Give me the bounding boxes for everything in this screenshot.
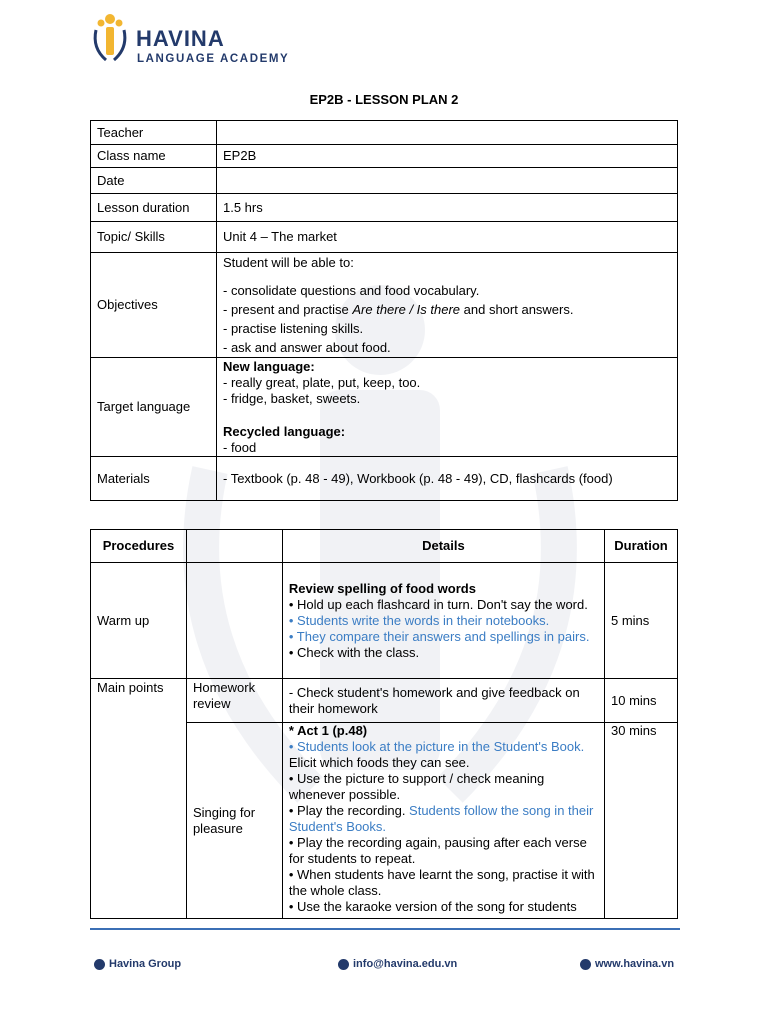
havina-logo-icon	[90, 12, 130, 68]
globe-icon	[580, 959, 591, 970]
empty-header	[186, 530, 282, 563]
facebook-label: Havina Group	[109, 958, 182, 970]
objective-3: - practise listening skills.	[223, 321, 364, 336]
singing-details	[282, 723, 604, 919]
main-points-cont	[91, 723, 187, 919]
new-language-1: - really great, plate, put, keep, too.	[223, 374, 421, 390]
singing-step-4: • Play the recording again, pausing after each verse for students to repeat.	[288, 835, 587, 866]
singing-sub: Singing for pleasure	[186, 723, 282, 919]
materials-label: Materials	[91, 457, 217, 501]
date-value	[217, 168, 678, 194]
new-language-2: - fridge, basket, sweets.	[223, 390, 361, 406]
page-title: EP2B - LESSON PLAN 2	[309, 92, 459, 107]
date-label: Date	[91, 168, 217, 194]
singing-row	[91, 723, 678, 919]
recycled-language-1: - food	[223, 439, 257, 455]
teacher-value	[217, 121, 678, 145]
objective-4: - ask and answer about food.	[223, 340, 391, 355]
duration-label: Lesson duration	[91, 194, 217, 222]
warmup-step-4: • Check with the class.	[288, 644, 420, 660]
procedures-table	[90, 529, 678, 919]
target-row	[91, 358, 678, 457]
lesson-info-table	[90, 120, 678, 501]
target-value	[217, 358, 678, 457]
warmup-row	[91, 563, 678, 679]
warmup-stage: Warm up	[91, 563, 187, 679]
singing-duration: 30 mins	[605, 723, 678, 919]
details-header: Details	[282, 530, 604, 563]
brand-subtitle: LANGUAGE ACADEMY	[137, 53, 290, 65]
singing-step-2: • Use the picture to support / check meaning whenever possible.	[288, 771, 545, 802]
objectives-intro: Student will be able to:	[223, 255, 354, 270]
website-label: www.havina.vn	[595, 958, 675, 970]
singing-step-1: • Students look at the picture in the Student's Book. Elicit which foods they can see.	[288, 739, 585, 770]
footer-divider	[90, 928, 680, 930]
objective-2: - present and practise Are there / Is there and short answers.	[223, 302, 574, 317]
warmup-step-1: • Hold up each flashcard in turn. Don't say the word.	[288, 596, 588, 612]
warmup-details	[282, 563, 604, 679]
singing-step-3: • Play the recording. Students follow the song in their Student's Books.	[288, 803, 594, 834]
brand-header	[90, 12, 350, 72]
warmup-step-2: • Students write the words in their notebooks.	[288, 612, 550, 628]
class-label: Class name	[91, 145, 217, 168]
warmup-sub	[186, 563, 282, 679]
footer-email[interactable]	[338, 958, 457, 970]
procedures-header: Procedures	[91, 530, 187, 563]
brand-name: HAVINA	[136, 26, 225, 51]
topic-label: Topic/ Skills	[91, 222, 217, 253]
footer-facebook[interactable]	[94, 958, 181, 970]
recycled-language-heading: Recycled language:	[223, 423, 346, 439]
topic-value: Unit 4 – The market	[217, 222, 678, 253]
homework-row	[91, 679, 678, 723]
materials-row	[91, 457, 678, 501]
teacher-row	[91, 121, 678, 145]
homework-detail: - Check student's homework and give feedback on their homework	[282, 679, 604, 723]
teacher-label: Teacher	[91, 121, 217, 145]
class-row	[91, 145, 678, 168]
email-label: info@havina.edu.vn	[353, 958, 458, 970]
procedures-header-row	[91, 530, 678, 563]
act-heading: * Act 1 (p.48)	[288, 723, 368, 738]
topic-row	[91, 222, 678, 253]
target-label: Target language	[91, 358, 217, 457]
facebook-icon	[94, 959, 105, 970]
new-language-heading: New language:	[223, 358, 315, 374]
materials-value: - Textbook (p. 48 - 49), Workbook (p. 48 - 49), CD, flashcards (food)	[217, 457, 678, 501]
objective-1: - consolidate questions and food vocabulary.	[223, 283, 480, 298]
duration-value: 1.5 hrs	[217, 194, 678, 222]
homework-duration: 10 mins	[605, 679, 678, 723]
warmup-step-3: • They compare their answers and spellings in pairs.	[288, 628, 590, 644]
warmup-heading: Review spelling of food words	[288, 580, 476, 596]
objectives-label: Objectives	[91, 253, 217, 358]
singing-step-5: • When students have learnt the song, practise it with the whole class.	[288, 867, 595, 898]
homework-sub: Homework review	[186, 679, 282, 723]
footer-website[interactable]	[580, 958, 674, 970]
singing-step-6: • Use the karaoke version of the song for students	[288, 899, 577, 914]
objectives-value	[217, 253, 678, 358]
date-row	[91, 168, 678, 194]
main-points-stage: Main points	[91, 679, 187, 723]
duration-row	[91, 194, 678, 222]
duration-header: Duration	[605, 530, 678, 563]
objectives-row	[91, 253, 678, 358]
email-icon	[338, 959, 349, 970]
warmup-duration: 5 mins	[605, 563, 678, 679]
class-value: EP2B	[217, 145, 678, 168]
